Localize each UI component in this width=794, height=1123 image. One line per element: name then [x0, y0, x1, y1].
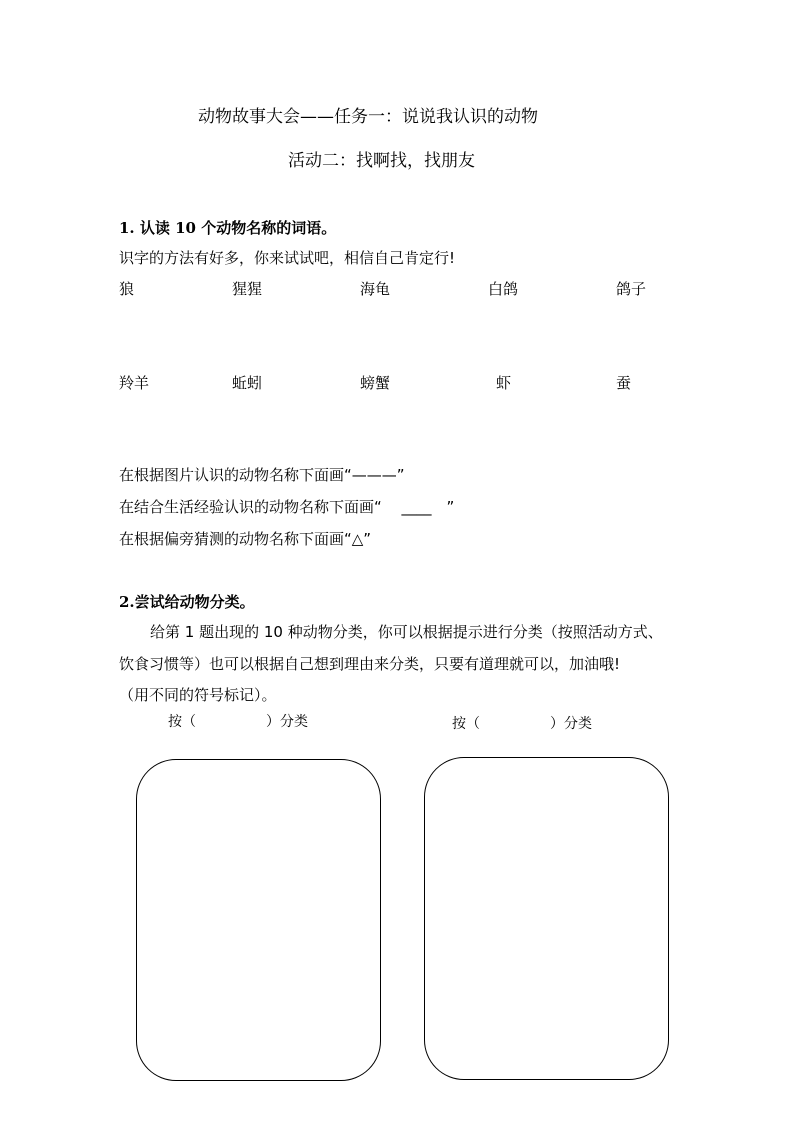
animal-word: 蚕: [616, 374, 632, 392]
section1-heading: 1. 认读 10 个动物名称的词语。: [119, 219, 337, 237]
animal-word: 海龟: [360, 280, 391, 298]
rule-radical: 在根据偏旁猜测的动物名称下面画“△”: [119, 530, 372, 548]
rule-picture: 在根据图片认识的动物名称下面画“———”: [119, 466, 405, 484]
animal-word: 螃蟹: [360, 374, 391, 392]
classify-label-right: 按（ ）分类: [452, 716, 592, 732]
section2-heading: 2.尝试给动物分类。: [119, 593, 255, 611]
classify-box-right[interactable]: [424, 757, 669, 1080]
section1-intro: 识字的方法有好多，你来试试吧，相信自己肯定行!: [119, 249, 456, 267]
section2-paragraph-line2: 饮食习惯等）也可以根据自己想到理由来分类，只要有道理就可以，加油哦!: [119, 655, 621, 673]
animal-word: 狼: [119, 280, 135, 298]
classify-label-left: 按（ ）分类: [168, 714, 308, 730]
animal-word: 鸽子: [616, 280, 647, 298]
animal-word: 羚羊: [119, 374, 150, 392]
page-title: 动物故事大会——任务一：说说我认识的动物: [198, 107, 538, 127]
animal-word: 蚯蚓: [232, 374, 263, 392]
rule-experience: 在结合生活经验认识的动物名称下面画“ ____ ”: [119, 498, 455, 516]
section2-paragraph-line1: 给第 1 题出现的 10 种动物分类，你可以根据提示进行分类（按照活动方式、: [150, 623, 663, 641]
animal-word: 虾: [496, 374, 512, 392]
animal-word: 白鸽: [488, 280, 519, 298]
page-subtitle: 活动二：找啊找，找朋友: [288, 151, 475, 171]
classify-box-left[interactable]: [136, 759, 381, 1081]
animal-word: 猩猩: [232, 280, 263, 298]
section2-paragraph-line3: （用不同的符号标记）。: [119, 686, 277, 704]
